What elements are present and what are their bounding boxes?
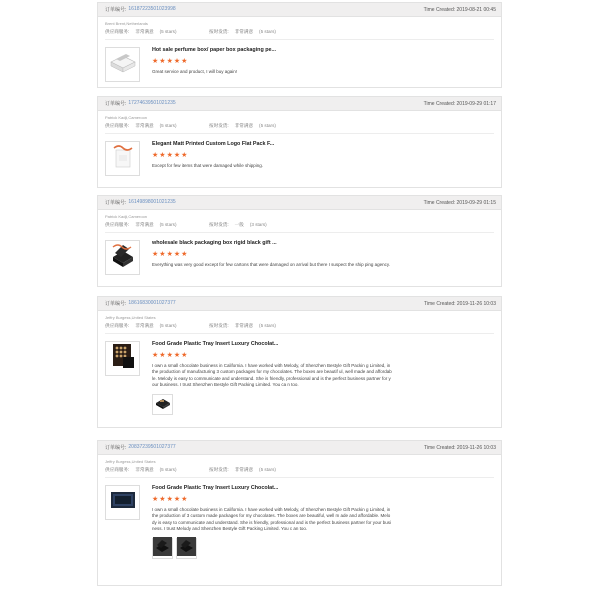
seller-service-value: 非常满意 bbox=[135, 222, 154, 227]
buyer-name: Brent Brent,Netherlands bbox=[105, 21, 148, 26]
star-icon: ★ bbox=[152, 496, 159, 503]
star-icon: ★ bbox=[173, 152, 181, 159]
product-thumbnail[interactable] bbox=[105, 141, 140, 176]
product-review bbox=[98, 334, 501, 415]
order-number-label: 订单编号: bbox=[105, 445, 127, 451]
star-icon: ★ bbox=[166, 352, 173, 359]
review-text: I own a small chocolate business in California. I have worked with Melody, of Shenzhen Bestyle Gift Packin g Limited, in the production of 3 custom made packages for my chocolates. The boxes are beautiful, well m ade and affordable. Melody is easy to communicate and understand. She is friendly, professional and is the perfect business partner for your business. I trust Melody and Shenzhen Bestyle Gift Packing Limited. You c an too. bbox=[152, 507, 392, 531]
seller-service-value: 非常满意 bbox=[135, 29, 154, 34]
chocolate-box-icon bbox=[109, 341, 137, 376]
review-stars bbox=[152, 58, 392, 65]
seller-service-label: 供应商服务: bbox=[105, 323, 130, 328]
time-created-label: Time Created: bbox=[424, 444, 456, 451]
product-title-link[interactable]: Elegant Matt Printed Custom Logo Flat Pack F... bbox=[152, 141, 275, 147]
order-number-label: 订单编号: bbox=[105, 101, 127, 107]
review-photo[interactable] bbox=[176, 538, 197, 559]
star-icon: ★ bbox=[166, 496, 173, 503]
star-icon: ★ bbox=[152, 251, 159, 258]
star-icon: ★ bbox=[159, 152, 166, 159]
delivery-stars: (5 stars) bbox=[259, 323, 276, 328]
star-icon: ★ bbox=[166, 152, 173, 159]
order-number-link[interactable]: 20837239501027377 bbox=[128, 444, 176, 450]
delivery-stars: (3 stars) bbox=[249, 222, 267, 227]
seller-service-label: 供应商服务: bbox=[105, 222, 130, 227]
order-header bbox=[98, 97, 501, 111]
product-thumbnail[interactable] bbox=[105, 240, 140, 275]
white-box-icon bbox=[108, 50, 138, 79]
review-text: Great service and product, I will buy again! bbox=[152, 69, 238, 74]
order-number-label: 订单编号: bbox=[105, 200, 127, 206]
time-created-label: Time Created: bbox=[423, 199, 456, 206]
chocolate-box-photo-icon bbox=[154, 394, 172, 415]
order-header bbox=[98, 297, 501, 311]
star-icon: ★ bbox=[152, 152, 159, 159]
order-card bbox=[97, 296, 502, 428]
rating-summary bbox=[98, 464, 501, 473]
product-review bbox=[98, 478, 501, 559]
product-title-link[interactable]: Hot sale perfume box/ paper box packaging pe... bbox=[152, 47, 277, 53]
seller-service-value: 非常满意 bbox=[135, 467, 154, 472]
order-number-label: 订单编号: bbox=[105, 7, 127, 13]
review-stars bbox=[152, 251, 392, 258]
seller-service-value: 非常满意 bbox=[135, 123, 154, 128]
buyer-name: Patrick Kadji,Cameroon bbox=[105, 115, 148, 120]
order-header bbox=[98, 3, 501, 17]
delivery-stars: (5 stars) bbox=[259, 123, 276, 128]
buyer-name: Jeffry Burgess,United States bbox=[105, 459, 156, 464]
star-icon: ★ bbox=[152, 352, 159, 359]
seller-service-stars: (5 stars) bbox=[159, 467, 177, 472]
star-icon: ★ bbox=[181, 152, 188, 159]
rating-summary bbox=[98, 120, 501, 129]
star-icon: ★ bbox=[166, 58, 173, 65]
rating-summary bbox=[98, 320, 501, 329]
product-title-link[interactable]: Food Grade Plastic Tray Insert Luxury Chocolat... bbox=[152, 485, 279, 491]
star-icon: ★ bbox=[173, 496, 181, 503]
product-title-link[interactable]: wholesale black packaging box rigid black gift ... bbox=[152, 240, 277, 246]
star-icon: ★ bbox=[159, 496, 166, 503]
black-box-photo-icon bbox=[153, 537, 172, 561]
star-icon: ★ bbox=[159, 58, 166, 65]
delivery-value: 非常满意 bbox=[234, 123, 254, 128]
review-stars bbox=[152, 152, 392, 159]
flat-pack-box-icon bbox=[110, 142, 136, 175]
seller-service-stars: (5 stars) bbox=[159, 29, 177, 34]
star-icon: ★ bbox=[181, 496, 188, 503]
delivery-value: 一般 bbox=[234, 222, 244, 227]
delivery-value: 非常满意 bbox=[234, 467, 254, 472]
star-icon: ★ bbox=[181, 58, 188, 65]
order-header bbox=[98, 196, 501, 210]
delivery-label: 按时发货: bbox=[209, 29, 229, 34]
seller-service-value: 非常满意 bbox=[135, 323, 154, 328]
time-created-value: 2019-09-29 01:15 bbox=[456, 199, 496, 206]
seller-service-label: 供应商服务: bbox=[105, 123, 130, 128]
delivery-stars: (5 stars) bbox=[259, 29, 276, 34]
time-created-value: 2019-09-29 01:17 bbox=[456, 100, 496, 107]
product-thumbnail[interactable] bbox=[105, 341, 140, 376]
star-icon: ★ bbox=[173, 251, 181, 258]
delivery-value: 非常满意 bbox=[234, 29, 254, 34]
seller-service-label: 供应商服务: bbox=[105, 29, 130, 34]
buyer-name: Patrick Kadji,Cameroon bbox=[105, 214, 148, 219]
time-created-value: 2019-11-26 10:03 bbox=[456, 300, 496, 307]
product-review bbox=[98, 233, 501, 275]
delivery-label: 按时发货: bbox=[209, 123, 229, 128]
time-created-value: 2019-08-21 00:45 bbox=[456, 6, 496, 13]
star-icon: ★ bbox=[152, 58, 159, 65]
delivery-stars: (5 stars) bbox=[259, 467, 276, 472]
time-created-label: Time Created: bbox=[424, 300, 456, 307]
time-created-label: Time Created: bbox=[423, 6, 456, 13]
seller-service-stars: (5 stars) bbox=[159, 123, 177, 128]
seller-service-stars: (5 stars) bbox=[159, 323, 177, 328]
product-thumbnail[interactable] bbox=[105, 47, 140, 82]
order-number-link[interactable]: 16149898001021235 bbox=[128, 199, 176, 205]
rating-summary bbox=[98, 26, 501, 35]
time-created-label: Time Created: bbox=[423, 100, 456, 107]
star-icon: ★ bbox=[173, 352, 181, 359]
star-icon: ★ bbox=[181, 352, 188, 359]
delivery-label: 按时发货: bbox=[209, 222, 229, 227]
review-text: Everything was very good except for few cartons that were damaged on arrival but there I suspect the ship ping agency. bbox=[152, 262, 391, 267]
order-number-link[interactable]: 18616830001027377 bbox=[128, 300, 176, 306]
star-icon: ★ bbox=[181, 251, 188, 258]
delivery-label: 按时发货: bbox=[209, 323, 229, 328]
seller-service-stars: (5 stars) bbox=[159, 222, 177, 227]
delivery-value: 非常满意 bbox=[234, 323, 254, 328]
order-card bbox=[97, 2, 502, 88]
star-icon: ★ bbox=[173, 58, 181, 65]
product-thumbnail[interactable] bbox=[105, 485, 140, 520]
order-number-label: 订单编号: bbox=[105, 301, 127, 307]
seller-service-label: 供应商服务: bbox=[105, 467, 130, 472]
rating-summary bbox=[98, 219, 501, 228]
product-review bbox=[98, 134, 501, 176]
order-number-link[interactable]: 17274639501021235 bbox=[128, 100, 176, 106]
time-created-value: 2019-11-26 10:03 bbox=[456, 444, 496, 451]
order-card bbox=[97, 195, 502, 287]
product-review bbox=[98, 40, 501, 82]
star-icon: ★ bbox=[159, 251, 166, 258]
review-photo[interactable] bbox=[152, 394, 173, 415]
review-text: I own a small chocolate business in California. I have worked with Melody, of Shenzhen Bestyle Gift Packin g Limited, in the production of manufacturing 3 custom packages for my chocolates. The boxes are beautif ul, well made and affordable. Melody is easy to communicate and understand. She is friendly, professional and is the perfect business partner for your business. I trust Shenzhen Bestyle Gift Packing Limited. You ca n too. bbox=[152, 363, 392, 387]
order-header bbox=[98, 441, 501, 455]
order-card bbox=[97, 440, 502, 586]
review-photo[interactable] bbox=[152, 538, 173, 559]
buyer-name: Jeffry Burgess,United States bbox=[105, 315, 156, 320]
product-title-link[interactable]: Food Grade Plastic Tray Insert Luxury Chocolat... bbox=[152, 341, 279, 347]
black-box-icon bbox=[109, 241, 137, 274]
review-photos bbox=[152, 538, 392, 559]
order-card bbox=[97, 96, 502, 188]
black-box-photo-icon bbox=[177, 537, 196, 561]
review-stars bbox=[152, 352, 392, 359]
review-text: Except for few items that were damaged while shipping. bbox=[152, 163, 264, 168]
delivery-label: 按时发货: bbox=[209, 467, 229, 472]
star-icon: ★ bbox=[166, 251, 173, 258]
review-stars bbox=[152, 496, 392, 503]
review-photos bbox=[152, 394, 392, 415]
order-number-link[interactable]: 16187223501023998 bbox=[128, 6, 176, 12]
star-icon: ★ bbox=[159, 352, 166, 359]
blue-chocolate-box-icon bbox=[108, 487, 138, 518]
